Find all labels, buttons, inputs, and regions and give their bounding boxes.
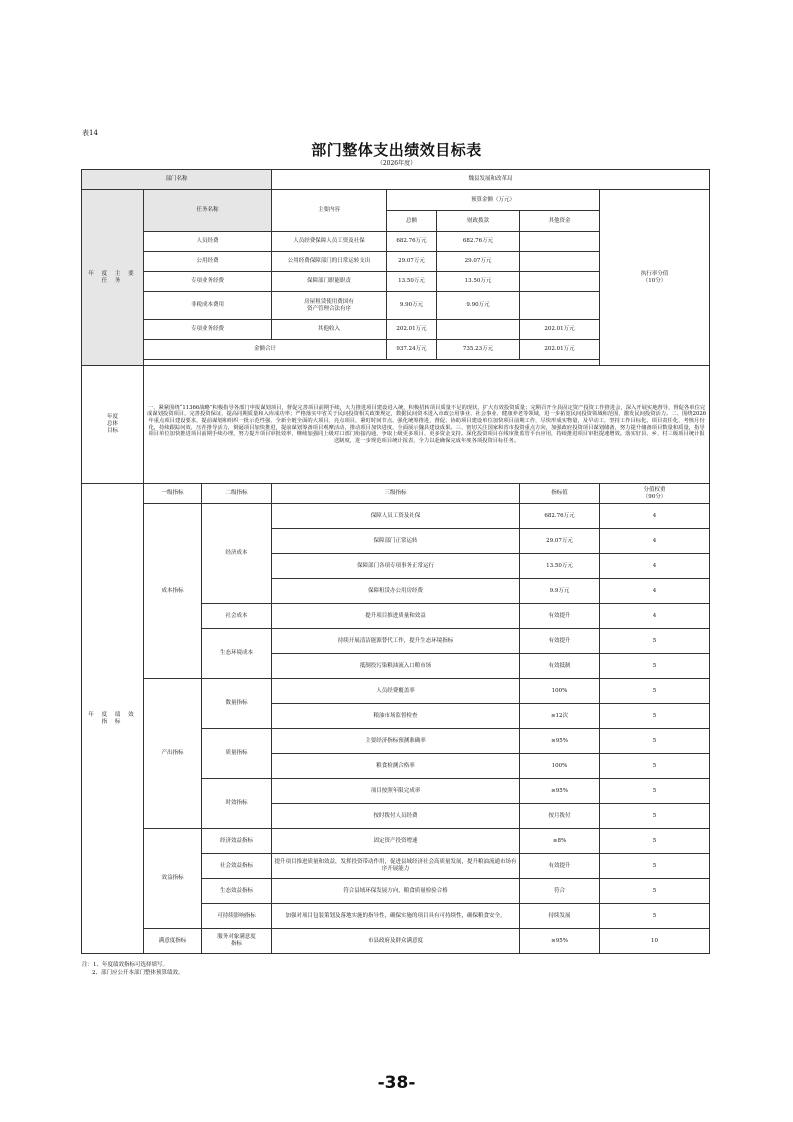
task-content: 房屋租赁使用费国有 资产管理合法有序	[272, 292, 387, 320]
indicator-value: ≥95%	[520, 929, 600, 954]
indicator-name: 保障部门各项专项事务正常运行	[272, 554, 520, 579]
indicator-name: 保障部门正常运转	[272, 529, 520, 554]
indicator-value: 持续发展	[520, 904, 600, 929]
task-total: 29.07万元	[387, 252, 437, 272]
task-name: 公用经费	[144, 252, 272, 272]
indicator-name: 市县政府及群众满意度	[272, 929, 520, 954]
indicator-weight: 5	[600, 629, 710, 654]
year-label: （2026年度）	[376, 160, 417, 167]
indicator-name: 固定资产投资增速	[272, 829, 520, 854]
header-task-name: 任务名称	[144, 190, 272, 232]
sum-other: 202.01万元	[520, 340, 600, 360]
indicator-name: 项目按照年限完成率	[272, 779, 520, 804]
header-main-content: 主要内容	[272, 190, 387, 232]
level2-eco-cost: 生态环境成本	[202, 629, 272, 679]
dept-value: 魏县发展和改革局	[272, 170, 710, 190]
indicator-weight: 5	[600, 879, 710, 904]
indicator-weight: 5	[600, 754, 710, 779]
indicator-weight: 5	[600, 779, 710, 804]
indicator-value: ≥95%	[520, 779, 600, 804]
indicator-value: ≥12次	[520, 704, 600, 729]
indicator-weight: 5	[600, 829, 710, 854]
task-name: 专项业务经费	[144, 272, 272, 292]
header-budget: 预算金额（万元）	[387, 190, 600, 211]
indicator-name: 提升项目推进质量和效益，发挥投资带动作用，促进县域经济社会高质量发展，提升粮油流通市场有序开展能力	[272, 854, 520, 879]
task-other	[520, 292, 600, 320]
task-total: 202.01万元	[387, 320, 437, 340]
level2-social-cost: 社会成本	[202, 604, 272, 629]
task-content: 其他收入	[272, 320, 387, 340]
page-number: -38-	[377, 1073, 416, 1093]
goal-row	[82, 366, 710, 484]
task-total: 682.76万元	[387, 232, 437, 252]
indicator-name: 保障租赁办公用房经费	[272, 579, 520, 604]
indicator-value: 29.07万元	[520, 529, 600, 554]
task-name: 人员经费	[144, 232, 272, 252]
goal-label: 年度 总体 目标	[82, 366, 144, 484]
header-level1: 一级指标	[144, 484, 202, 504]
indicator-value: ≥95%	[520, 729, 600, 754]
level2-quality: 质量指标	[202, 729, 272, 779]
dept-label: 部门名称	[82, 170, 272, 190]
indicator-row	[82, 504, 710, 529]
indicator-value: 682.76万元	[520, 504, 600, 529]
level2-timeliness: 时效指标	[202, 779, 272, 829]
indicator-row	[82, 829, 710, 854]
level2-social-benefit: 社会效益指标	[202, 854, 272, 879]
task-total: 13.50万元	[387, 272, 437, 292]
header-total: 总额	[387, 211, 437, 232]
indicator-value: 有效提升	[520, 854, 600, 879]
indicator-value: 有效提升	[520, 629, 600, 654]
perf-header-row	[82, 484, 710, 504]
indicator-value: 100%	[520, 679, 600, 704]
indicator-value: 9.9万元	[520, 579, 600, 604]
task-other	[520, 272, 600, 292]
indicator-name: 持续开展清洁能源替代工作，提升生态环境指标	[272, 629, 520, 654]
indicator-weight: 5	[600, 654, 710, 679]
footnote: 2、部门应公开本部门整体预算绩效。	[92, 969, 184, 976]
indicator-weight: 4	[600, 604, 710, 629]
task-fiscal: 682.76万元	[437, 232, 520, 252]
indicator-value: ≥8%	[520, 829, 600, 854]
indicator-name: 抵制投污染粮油流入口粮市场	[272, 654, 520, 679]
level1-output: 产出指标	[144, 679, 202, 829]
sum-label: 金额合计	[144, 340, 387, 360]
level2-econ-cost: 经济成本	[202, 504, 272, 604]
level1-cost: 成本指标	[144, 504, 202, 679]
indicator-name: 提升项目推进质量和效益	[272, 604, 520, 629]
indicator-weight: 4	[600, 504, 710, 529]
header-fiscal: 财政拨款	[437, 211, 520, 232]
indicator-weight: 5	[600, 854, 710, 879]
task-fiscal: 9.90万元	[437, 292, 520, 320]
indicator-value: 有效抵制	[520, 654, 600, 679]
task-content: 公用经费保障部门的日常运转支出	[272, 252, 387, 272]
table-number: 表14	[82, 129, 98, 137]
task-content: 人员经费保障人员工资及社保	[272, 232, 387, 252]
indicator-weight: 10	[600, 929, 710, 954]
performance-table	[81, 169, 710, 954]
indicator-weight: 4	[600, 529, 710, 554]
level2-quantity: 数量指标	[202, 679, 272, 729]
task-fiscal: 13.50万元	[437, 272, 520, 292]
indicator-weight: 5	[600, 679, 710, 704]
indicator-name: 符合县域环保发展方向，粮食质量检验合格	[272, 879, 520, 904]
indicator-name: 加强对项目包装策划及落地实施的指导性，确保实施的项目具有可持续性，确保粮食安全。	[272, 904, 520, 929]
indicator-weight: 5	[600, 704, 710, 729]
indicator-weight: 5	[600, 804, 710, 829]
level2-econ-benefit: 经济效益指标	[202, 829, 272, 854]
header-value: 指标值	[520, 484, 600, 504]
footnote: 注：1、年度绩效指标可选择填写。	[82, 962, 169, 968]
indicator-name: 粮食检测合格率	[272, 754, 520, 779]
sum-total: 937.24万元	[387, 340, 437, 360]
indicator-name: 粮油市场监督检查	[272, 704, 520, 729]
section-perf-label: 年 度 绩 效 指 标	[82, 484, 144, 954]
indicator-weight: 4	[600, 554, 710, 579]
task-other: 202.01万元	[520, 320, 600, 340]
level2-sustainability: 可持续影响指标	[202, 904, 272, 929]
header-level3: 三级指标	[272, 484, 520, 504]
goal-text: 一、紧紧围绕“11366战略”积极指导各部门申报谋划项目，督促完善项目前期手续，大力推进项目建设进入统，积极招转项目质量不足的现状，扩大有效投资质量；完期召开全县固定资产投资工作推进会，深入开展实地督导，督促各单位完成谋划投资项目，完善投资保证，提高同期质量和入库成功率；严格落实中省关于民间投资相关政策规定，数据民间资本进入市政公用事业、社会事业、健康养老等领域，进一步拓宽民间投资领域和范围，激发民间投资活力。二、围绕2026年重点项目建设要求，提前谋划和组织一批示范性强、全新全链全面的大项目、亮点项目，紧盯时间节点，强化统筹推进，督促、协助项目建设单位加快项目前期工作，尽快形成实物量，及早动工，坚持工作目标化、项目责任化、考核月份化，持续跟踪问效，压茬推导活力，倒逼项目加快推进，提前谋划筹备项目观摩活动，推动项目加快进度，全面展示魏县建设成果。三、密切关注国家和省市投资重点方向，加强政府投资项目谋划储备，努力提升储备项目数量和质量，指导项目单位加快推进项目前期手续办理，努力提升项目审批效率，继续加强同上级对口部门衔接沟通，争取上级更多项目、更多资金支持。深化投资项目在线审批监管平台应用，持续推进项目审批提速增效。落实好县、乡、村三级项目统计报送制度，进一步规范项目统计报表，全力以赴确保完成年度各项投资目标任务。	[144, 366, 710, 484]
indicator-name: 人员经费覆盖率	[272, 679, 520, 704]
header-level2: 二级指标	[202, 484, 272, 504]
indicator-weight: 5	[600, 729, 710, 754]
task-other	[520, 252, 600, 272]
indicator-value: 13.50万元	[520, 554, 600, 579]
task-fiscal	[437, 320, 520, 340]
indicator-value: 按月拨付	[520, 804, 600, 829]
indicator-value: 有效提升	[520, 604, 600, 629]
section-tasks-label: 年 度 主 要 任 务	[82, 190, 144, 366]
header-weight: 分值权重 （90分）	[600, 484, 710, 504]
task-header-row	[82, 190, 710, 211]
task-total: 9.90万元	[387, 292, 437, 320]
dept-row	[82, 170, 710, 190]
level2-satisfaction: 服务对象满意度 指标	[202, 929, 272, 954]
indicator-name: 主要经济指标预测准确率	[272, 729, 520, 754]
indicator-row	[82, 929, 710, 954]
indicator-weight: 5	[600, 904, 710, 929]
task-other	[520, 232, 600, 252]
indicator-value: 符合	[520, 879, 600, 904]
level1-satisfaction: 满意度指标	[144, 929, 202, 954]
indicator-value: 100%	[520, 754, 600, 779]
header-other: 其他资金	[520, 211, 600, 232]
task-content: 保障部门职能职责	[272, 272, 387, 292]
task-name: 非税成本费用	[144, 292, 272, 320]
footnotes	[82, 962, 184, 977]
page-title: 部门整体支出绩效目标表	[311, 141, 482, 159]
indicator-name: 保障人员工资及社保	[272, 504, 520, 529]
level2-eco-benefit: 生态效益指标	[202, 879, 272, 904]
indicator-row	[82, 679, 710, 704]
task-fiscal: 29.07万元	[437, 252, 520, 272]
indicator-name: 按时拨付人员经费	[272, 804, 520, 829]
task-name: 专项业务经费	[144, 320, 272, 340]
level1-benefit: 效益指标	[144, 829, 202, 929]
header-exec-score: 执行率分值 （10分）	[600, 190, 710, 366]
indicator-weight: 4	[600, 579, 710, 604]
sum-fiscal: 735.23万元	[437, 340, 520, 360]
